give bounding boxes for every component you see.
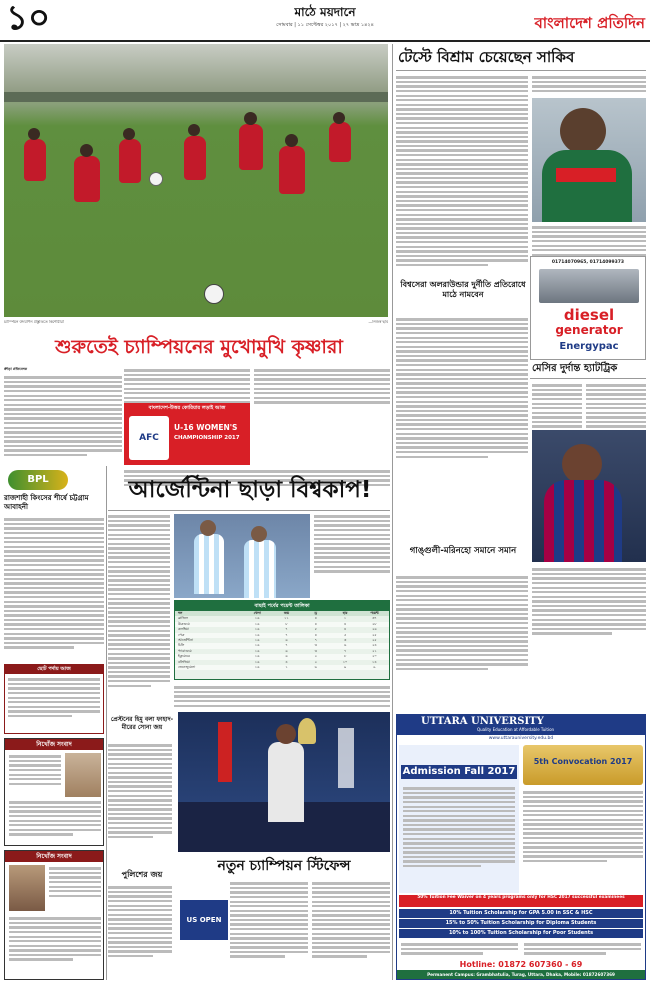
table-cell: ৪ (343, 627, 347, 632)
champion-headline: নতুন চ্যাম্পিয়ন স্টিফেন্স (217, 858, 351, 874)
column-divider (106, 466, 107, 980)
table-body (175, 616, 389, 670)
table-cell: ১৬ (254, 632, 260, 637)
address-block (401, 941, 641, 959)
missing-person-photo-2 (9, 865, 45, 911)
messi-body-3 (532, 566, 646, 637)
corruption-headline: বিশ্বসেরা অলরাউন্ডার দুর্নীতি প্রতিরোধে মাঠে নামবেন (400, 280, 526, 299)
waiver-bar: 50% Tuition Fee Waiver on 4 years programs only for HSC 2017 successful examinees (399, 895, 643, 907)
table-cell: ২৮ (372, 621, 377, 626)
table-header-cell: পয়েন্ট (370, 611, 379, 615)
table-cell: ১৪ (372, 659, 377, 664)
tv-box (4, 664, 104, 734)
programs-list (523, 789, 643, 864)
table-cell: ৪ (343, 621, 347, 626)
table-cell: ১৬ (254, 643, 260, 648)
table-cell: ১৬ (254, 664, 260, 669)
table-cell: ৮ (343, 654, 347, 659)
campus-address: Permanent Campus: Grambhatulia, Turag, Uttara, Dhaka, Mobile: 01872607369 (397, 970, 645, 979)
champion-body-1 (230, 880, 308, 960)
table-cell: ২৫ (372, 632, 377, 637)
afc-event: U-16 WOMEN'S (174, 423, 238, 432)
kushara-headline: শুরুতেই চ্যাম্পিয়নের মুখোমুখি কৃষ্ণারা (55, 336, 343, 358)
table-header-cell: হার (342, 611, 348, 615)
energypac-phone: 01714070965, 01714099373 (551, 260, 625, 265)
tv-box-title: ছোট পর্দায় আজ (5, 665, 103, 674)
paper-logo: বাংলাদেশ প্রতিদিন (534, 14, 645, 32)
table-cell: ৬ (285, 648, 288, 653)
table-cell: বলিভিয়া (178, 659, 190, 664)
points-table (174, 600, 390, 680)
table-cell: ৬ (285, 654, 288, 659)
table-cell: ৩ (343, 637, 347, 642)
missing-person-photo-1 (65, 753, 101, 797)
table-row (175, 665, 389, 670)
bpl-headline: রাজশাহী কিংসের শীর্ষে চট্টগ্রাম আবাহনী (4, 494, 89, 511)
table-cell: ৩ (314, 643, 317, 648)
missing-notice-title: নিখোঁজ সংবাদ (5, 739, 103, 750)
table-cell: ১ (343, 616, 347, 621)
kushara-body-1 (4, 374, 122, 459)
table-cell: ২১ (372, 648, 377, 653)
argentina-body-1 (108, 513, 170, 689)
table-cell: পেরু (178, 632, 185, 637)
kushara-body-3 (254, 367, 390, 406)
scholarship-1: 10% Tuition Scholarship for GPA 5.00 in SSC & HSC (399, 909, 643, 918)
hotline: Hotline: 01872 607360 - 69 (399, 959, 643, 970)
table-cell: ৭ (285, 627, 288, 632)
page-number: ১০ (6, 0, 51, 38)
table-cell: ভেনেজুয়েলা (178, 664, 196, 669)
table-cell: ৪ (314, 621, 317, 626)
argentina-body-2 (314, 513, 390, 575)
argentina-photo (174, 514, 310, 598)
table-cell: আর্জেন্টিনা (178, 637, 193, 642)
table-cell: ১৬ (254, 659, 260, 664)
champion-body-2 (312, 880, 390, 960)
table-cell: ৬ (343, 643, 347, 648)
table-cell: ৫ (314, 627, 317, 632)
afc-box (124, 403, 250, 465)
section-title: মাঠে ময়দানে (294, 5, 356, 19)
ganguli-headline: গাঙ্গুলী-মরিনহো সমানে সমান (409, 546, 517, 556)
uttara-university-ad (396, 714, 646, 980)
fahad-headline: প্রেস্টনের হিমু বলা ফাহাদ-মীরের সোনা জয় (110, 716, 174, 731)
table-cell: ১৬ (254, 621, 260, 626)
table-cell: ব্রাজিল (178, 616, 188, 621)
table-header-cell: খেলা (253, 611, 261, 615)
table-header-cell: ড্র (314, 611, 317, 615)
table-cell: ৪ (285, 659, 288, 664)
table-header-cell: জয় (283, 611, 289, 615)
scholarship-2: 15% to 50% Tuition Scholarship for Diploma Students (399, 919, 643, 928)
scholarship-3: 10% to 100% Tuition Scholarship for Poor Students (399, 929, 643, 938)
messi-headline: মেসির দুর্দান্ত হ্যাটট্রিক (532, 363, 618, 374)
table-cell: ১৬ (254, 648, 260, 653)
messi-body-1 (532, 382, 582, 430)
uttara-tag: Quality Education at Affordable Tuition (477, 727, 555, 732)
table-cell: ৩৭ (372, 616, 377, 621)
afc-box-label: বাংলাদেশ-উত্তর কোরিয়ার লড়াই আজ (148, 405, 226, 411)
table-cell: ৮ (285, 621, 288, 626)
bpl-body (4, 516, 104, 651)
table-cell: ৭ (314, 637, 317, 642)
police-headline: পুলিশের জয় (121, 870, 163, 879)
date-line: সোমবার | ১১ সেপ্টেম্বর ২০১৭ | ২৭ ভাদ্র ১৪২৪ (276, 22, 374, 28)
messi-body-2 (586, 382, 646, 430)
masthead-rule (0, 40, 650, 42)
rule (530, 378, 646, 379)
diesel-text: diesel (563, 306, 615, 324)
table-cell: ২ (314, 654, 317, 659)
missing-notice-title: নিখোঁজ সংবাদ (5, 851, 103, 862)
sakib-body-2 (532, 74, 646, 95)
byline: ক্রীড়া প্রতিবেদক (4, 367, 28, 371)
missing-notice-1 (4, 738, 104, 846)
sakib-photo (532, 98, 646, 222)
table-title: বাছাই পর্বের পয়েন্ট তালিকা (175, 601, 389, 611)
afc-event2: CHAMPIONSHIP 2017 (174, 435, 240, 441)
main-photo-caption: চ্যাম্পিয়ন উদযাপন প্রস্তুতিতে কিশোরীরা (4, 320, 64, 324)
table-cell: ৫ (343, 632, 347, 637)
uttara-name: UTTARA UNIVERSITY (421, 716, 544, 727)
table-cell: ২৪ (372, 643, 377, 648)
argentina-headline: আর্জেন্টিনা ছাড়া বিশ্বকাপ! (128, 477, 372, 503)
table-cell: ১০ (342, 659, 348, 664)
missing-notice-2 (4, 850, 104, 980)
table-cell: ১৬ (254, 637, 260, 642)
generator-image (539, 269, 639, 303)
table-cell: ৬ (285, 637, 288, 642)
table-cell: ইকুয়েডর (178, 654, 190, 659)
ganguli-body (396, 574, 528, 672)
energypac-brand: Energypac (559, 341, 619, 352)
convocation-banner (523, 745, 643, 785)
table-cell: ১৬ (254, 654, 260, 659)
table-cell: ১ (285, 664, 288, 669)
table-cell: ৬ (314, 664, 317, 669)
uttara-header (397, 715, 645, 735)
table-cell: ৪ (314, 632, 317, 637)
table-cell: ২৫ (372, 637, 377, 642)
sakib-headline: টেস্টে বিশ্রাম চেয়েছেন সাকিব (398, 48, 575, 66)
table-cell: ৯ (343, 664, 347, 669)
table-cell: ৭ (343, 648, 347, 653)
rule (396, 70, 646, 71)
admission-box (399, 745, 519, 893)
messi-photo (532, 430, 646, 562)
table-cell: ২৬ (372, 627, 377, 632)
uttara-web: www.uttarauniversity.edu.bd (488, 736, 554, 741)
corruption-body (396, 316, 528, 460)
table-cell: ১৬ (254, 616, 260, 621)
table-cell: ৭ (285, 643, 288, 648)
table-cell: প্যারাগুয়ে (178, 648, 192, 653)
table-cell: ৯ (373, 664, 376, 669)
table-cell: ২ (314, 659, 317, 664)
admission-title: Admission Fall 2017 (402, 766, 516, 777)
fahad-body (108, 742, 172, 840)
rule (108, 510, 390, 511)
bpl-logo: BPL (8, 470, 68, 490)
table-cell: কলম্বিয়া (178, 627, 189, 632)
table-cell: ১৬ (254, 627, 260, 632)
kushara-body-2 (124, 367, 250, 406)
table-cell: ৩ (314, 648, 317, 653)
table-cell: উরুগুয়ে (178, 621, 190, 626)
convocation-text: 5th Convocation 2017 (533, 757, 633, 766)
table-header-cell: দল (178, 611, 183, 615)
table-cell: ২০ (372, 654, 377, 659)
usopen-logo: US OPEN (180, 900, 228, 940)
table-cell: ৭ (285, 632, 288, 637)
sakib-body-1 (396, 74, 528, 268)
energypac-ad (530, 256, 646, 360)
police-body (108, 884, 172, 959)
generator-text: generator (555, 323, 623, 337)
column-divider (392, 44, 393, 980)
table-cell: ১১ (284, 616, 289, 621)
afc-logo: AFC (129, 416, 169, 460)
main-photo (4, 44, 388, 317)
table-cell: চিলি (178, 643, 185, 648)
stephens-photo (178, 712, 390, 852)
argentina-body-3 (174, 684, 390, 709)
table-cell: ৪ (314, 616, 317, 621)
photo-credit: —নিজস্ব ছবি (368, 320, 388, 324)
